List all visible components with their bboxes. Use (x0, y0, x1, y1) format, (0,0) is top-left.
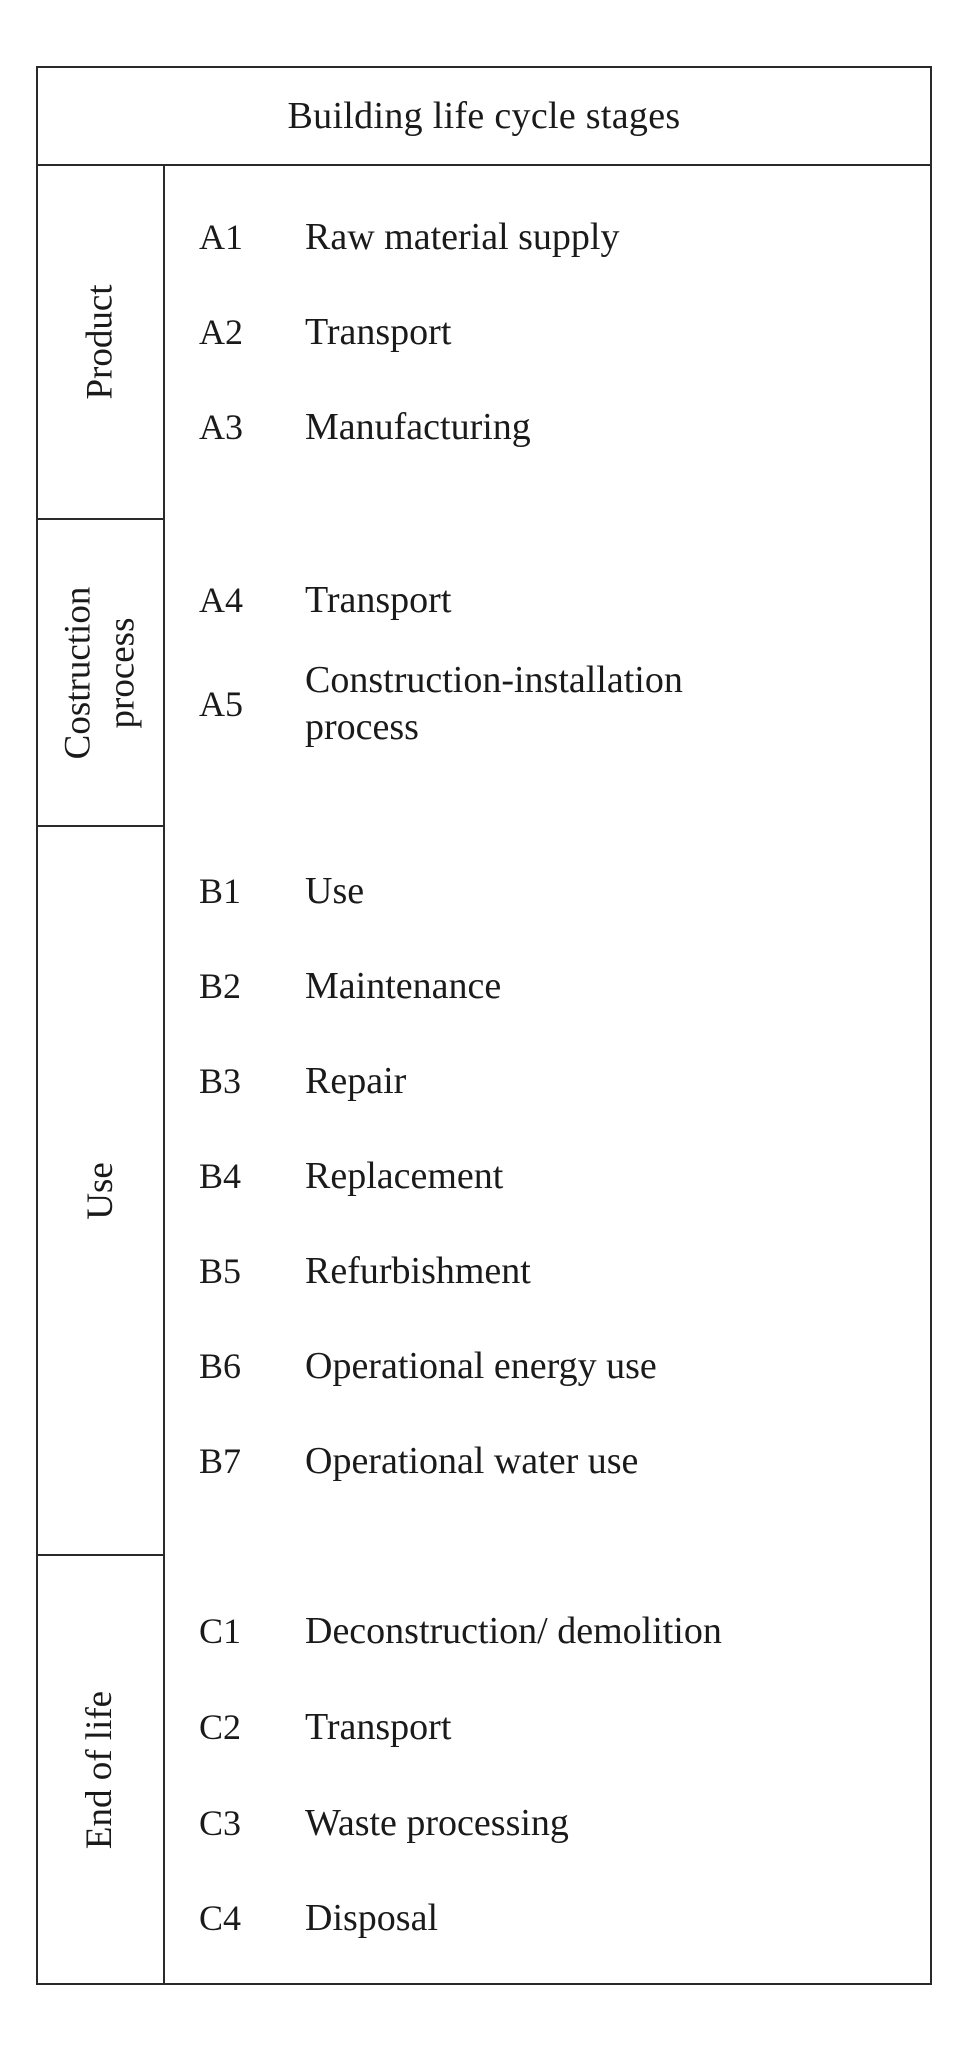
module-row-b6 (165, 1341, 930, 1391)
stage-product (38, 166, 163, 520)
stage-use (38, 827, 163, 1556)
module-desc: Transport (305, 1705, 452, 1748)
table-title: Building life cycle stages (287, 95, 681, 137)
module-desc-line1: Construction-installation (305, 659, 683, 701)
module-row-b2 (165, 961, 930, 1011)
module-desc-line2: process (305, 706, 419, 748)
module-desc: Raw material supply (305, 215, 620, 258)
module-desc: Manufacturing (305, 405, 531, 448)
module-row-a1 (165, 212, 930, 262)
module-code: A5 (199, 684, 243, 724)
module-code: A1 (199, 217, 243, 257)
module-desc: Transport (305, 578, 452, 621)
module-code: C3 (199, 1803, 242, 1843)
module-row-a3 (165, 402, 930, 452)
module-desc: Transport (305, 310, 452, 353)
module-code: B6 (199, 1346, 242, 1386)
module-desc: Operational energy use (305, 1344, 657, 1387)
module-desc: Maintenance (305, 964, 502, 1007)
module-desc (305, 657, 683, 751)
stage-end-of-life (38, 1556, 163, 1983)
module-code: B1 (199, 871, 242, 911)
module-desc: Replacement (305, 1154, 504, 1197)
module-row-b3 (165, 1056, 930, 1106)
module-code: B4 (199, 1156, 242, 1196)
module-row-b7 (165, 1436, 930, 1486)
stage-label-end-of-life: End of life (79, 1690, 121, 1849)
module-desc: Waste processing (305, 1801, 569, 1844)
module-row-c1 (165, 1606, 930, 1656)
stage-label-construction-process (57, 586, 145, 759)
module-desc: Disposal (305, 1896, 438, 1939)
stage-label-product: Product (79, 284, 121, 400)
module-code: C1 (199, 1611, 242, 1651)
module-code: A3 (199, 407, 243, 447)
stage-label-use: Use (79, 1161, 121, 1220)
module-row-c3 (165, 1798, 930, 1848)
module-code: C4 (199, 1898, 242, 1938)
module-row-b4 (165, 1151, 930, 1201)
module-row-c4 (165, 1893, 930, 1943)
module-desc: Operational water use (305, 1439, 639, 1482)
module-code: B7 (199, 1441, 242, 1481)
module-desc: Deconstruction/ demolition (305, 1609, 722, 1652)
module-row-c2 (165, 1702, 930, 1752)
stage-construction-process (38, 520, 163, 827)
module-desc: Refurbishment (305, 1249, 531, 1292)
table-header (38, 68, 930, 166)
life-cycle-table (36, 66, 932, 1985)
stage-label-line2: process (101, 617, 143, 728)
module-row-a5 (165, 654, 930, 754)
stage-column (38, 166, 165, 1983)
module-desc: Use (305, 869, 365, 912)
module-code: A2 (199, 312, 243, 352)
module-code: A4 (199, 580, 243, 620)
module-row-b1 (165, 866, 930, 916)
module-list (165, 166, 930, 1983)
module-row-a4 (165, 575, 930, 625)
module-row-a2 (165, 307, 930, 357)
module-code: B5 (199, 1251, 242, 1291)
module-code: C2 (199, 1707, 242, 1747)
module-row-b5 (165, 1246, 930, 1296)
module-desc: Repair (305, 1059, 407, 1102)
module-code: B3 (199, 1061, 242, 1101)
stage-label-line1: Costruction (57, 586, 99, 759)
module-code: B2 (199, 966, 242, 1006)
